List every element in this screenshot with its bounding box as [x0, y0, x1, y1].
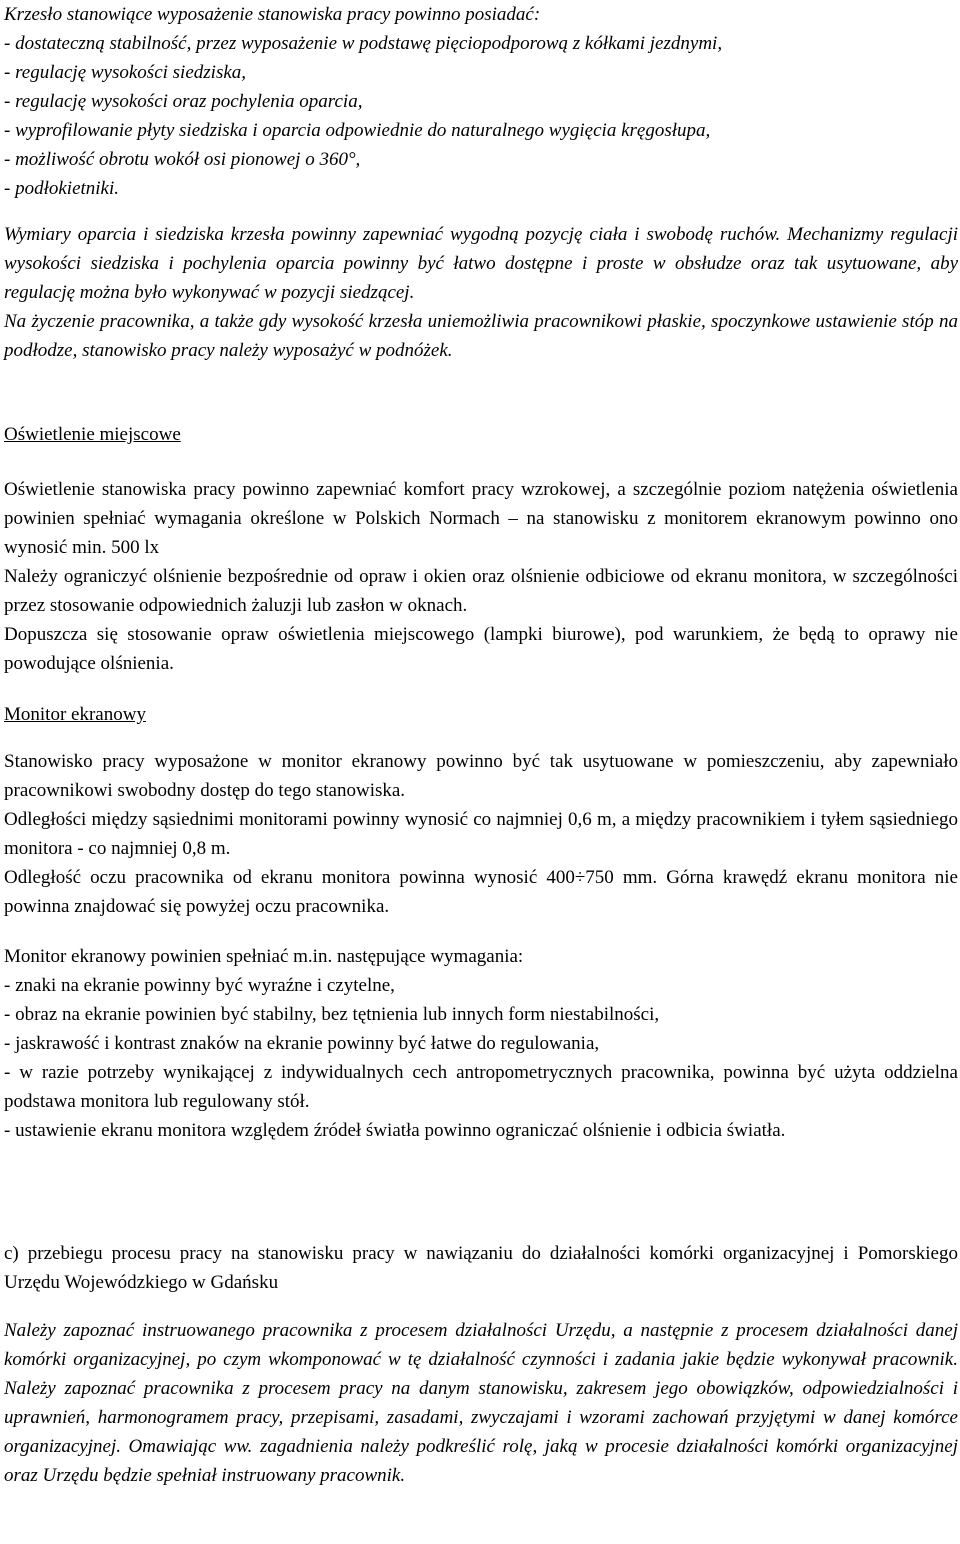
- monitor-requirements-intro: Monitor ekranowy powinien spełniać m.in. następujące wymagania:: [4, 946, 524, 967]
- chair-item: - możliwość obrotu wokół osi pionowej o 360°,: [4, 149, 361, 170]
- lighting-heading-block: [4, 420, 958, 449]
- monitor-paragraph: Stanowisko pracy wyposażone w monitor ekranowy powinno być tak usytuowane w pomieszczeniu, aby zapewniało pracownikowi swobodny dostęp do tego stanowiska.: [4, 751, 958, 801]
- lighting-paragraph: Oświetlenie stanowiska pracy powinno zapewniać komfort pracy wzrokowej, a szczególnie poziom natężenia oświetlenia powinien spełniać wymagania określone w Polskich Normach – na stanowisku z monitorem ekranowym powinno ono wynosić min. 500 lx: [4, 479, 958, 558]
- monitor-section: [4, 747, 958, 921]
- chair-footrest-paragraph: Na życzenie pracownika, a także gdy wysokość krzesła uniemożliwia pracownikowi płaskie, spoczynkowe ustawienie stóp na podłodze, stanowisko pracy należy wyposażyć w podnóżek.: [4, 311, 958, 361]
- process-paragraph: Należy zapoznać instruowanego pracownika z procesem działalności Urzędu, a następnie z procesem działalności danej komórki organizacyjnej, po czym wkomponować w tę działalność czynności i zadania jakie będzie wykonywał pracownik. Należy zapoznać pracownika z procesem pracy na danym stanowisku, zakresem jego obowiązków, odpowiedzialności i uprawnień, harmonogramem pracy, przepisami, zasadami, zwyczajami i wzorami zachowań przyjętymi w danej komórce organizacyjnej. Omawiając ww. zagadnienia należy podkreślić rolę, jaką w procesie działalności komórki organizacyjnej oraz Urzędu będzie spełniał instruowany pracownik.: [4, 1320, 958, 1486]
- lighting-section: [4, 475, 958, 678]
- monitor-requirement-item: - znaki na ekranie powinny być wyraźne i czytelne,: [4, 975, 395, 996]
- chair-dimensions-paragraph: Wymiary oparcia i siedziska krzesła powinny zapewniać wygodną pozycję ciała i swobodę ruchów. Mechanizmy regulacji wysokości siedziska i pochylenia oparcia powinny być łatwo dostępne i proste w obsłudze oraz tak usytuowane, aby regulację można było wykonywać w pozycji siedzącej.: [4, 224, 958, 303]
- monitor-requirement-item: - obraz na ekranie powinien być stabilny, bez tętnienia lub innych form niestabilności,: [4, 1004, 660, 1025]
- chair-item: - regulację wysokości oraz pochylenia oparcia,: [4, 91, 363, 112]
- lighting-paragraph: Należy ograniczyć olśnienie bezpośrednie od opraw i okien oraz olśnienie odbiciowe od ekranu monitora, w szczególności przez stosowanie odpowiednich żaluzji lub zasłon w oknach.: [4, 566, 958, 616]
- chair-paragraphs: [4, 220, 958, 365]
- section-heading-lighting: Oświetlenie miejscowe: [4, 424, 181, 445]
- chair-item: - regulację wysokości siedziska,: [4, 62, 247, 83]
- monitor-requirement-item: - w razie potrzeby wynikającej z indywidualnych cech antropometrycznych pracownika, powinna być użyta oddzielna podstawa monitora lub regulowany stół.: [4, 1062, 958, 1112]
- section-heading-process: c) przebiegu procesu pracy na stanowisku pracy w nawiązaniu do działalności komórki organizacyjnej i Pomorskiego Urzędu Wojewódzkiego w Gdańsku: [4, 1243, 958, 1293]
- lighting-paragraph: Dopuszcza się stosowanie opraw oświetlenia miejscowego (lampki biurowe), pod warunkiem, że będą to oprawy nie powodujące olśnienia.: [4, 624, 958, 674]
- monitor-heading-block: [4, 700, 958, 729]
- monitor-paragraph: Odległość oczu pracownika od ekranu monitora powinna wynosić 400÷750 mm. Górna krawędź ekranu monitora nie powinna znajdować się powyżej oczu pracownika.: [4, 867, 958, 917]
- chair-requirements: [4, 0, 958, 203]
- section-heading-monitor: Monitor ekranowy: [4, 704, 146, 725]
- chair-item: - wyprofilowanie płyty siedziska i oparcia odpowiednie do naturalnego wygięcia kręgosłupa,: [4, 120, 711, 141]
- chair-item: - dostateczną stabilność, przez wyposażenie w podstawę pięciopodporową z kółkami jezdnymi,: [4, 33, 723, 54]
- monitor-requirements: [4, 942, 958, 1145]
- process-heading-block: [4, 1239, 958, 1297]
- chair-item: - podłokietniki.: [4, 178, 120, 199]
- process-section: [4, 1316, 958, 1490]
- chair-intro: Krzesło stanowiące wyposażenie stanowiska pracy powinno posiadać:: [4, 4, 541, 25]
- monitor-requirement-item: - ustawienie ekranu monitora względem źródeł światła powinno ograniczać olśnienie i odbicia światła.: [4, 1120, 786, 1141]
- monitor-paragraph: Odległości między sąsiednimi monitorami powinny wynosić co najmniej 0,6 m, a między pracownikiem i tyłem sąsiedniego monitora - co najmniej 0,8 m.: [4, 809, 958, 859]
- monitor-requirement-item: - jaskrawość i kontrast znaków na ekranie powinny być łatwe do regulowania,: [4, 1033, 600, 1054]
